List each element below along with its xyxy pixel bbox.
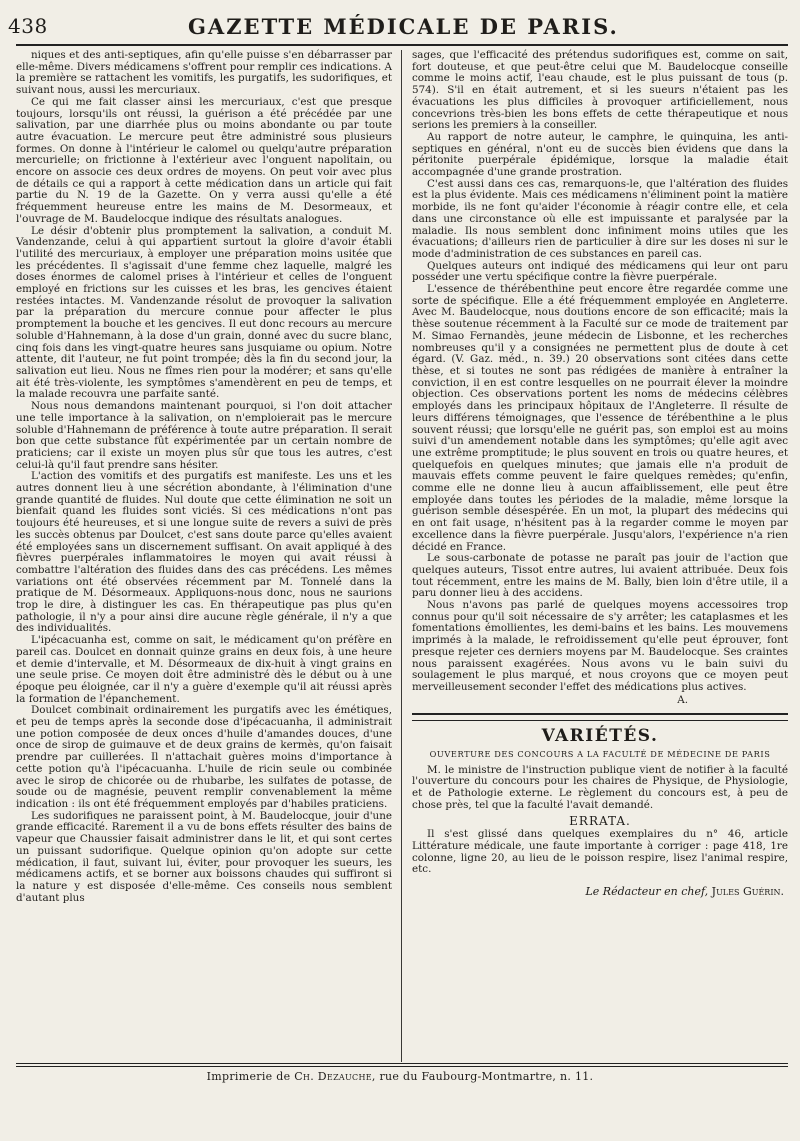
paragraph: Les sudorifiques ne paraissent point, à M. Baudelocque, jouir d'une grande efficacité. Rarement il a vu de bons effets résulter des bains de vapeur que Chaussier faisait administrer dans le lit, et qui sont certes un puissant sudorifique. Quelque opinion qu'on adopte sur cette médication, il faut, suivant lui, éviter, pour provoquer les sueurs, les médicamens actifs, et se borner aux boissons chaudes qui suffiront si la nature y est disposée d'elle-même. Ces conseils nous semblent d'autant plus bbox=[16, 809, 392, 904]
imprint-printer: Ch. Dezauche bbox=[294, 1070, 372, 1083]
paragraph: Ce qui me fait classer ainsi les mercuriaux, c'est que presque toujours, lorsqu'ils ont réussi, la guérison a été précédée par une salivation, par une diarrhée plus ou moins abondante ou par toute autre évacuation. Le mercure peut être administré sous plusieurs formes. On donne à l'intérieur le calomel ou quelqu'autre préparation mercurielle; on frictionne à l'extérieur avec l'onguent napolitain, ou encore on associe ces deux ordres de moyens. On peut voir avec plus de détails ce qui a rapport à cette médication dans un article qui fait partie du N. 19 de la Gazette. On y verra aussi qu'elle a été fréquemment heureuse entre les mains de M. Desormeaux, et l'ouvrage de M. Baudelocque indique des résultats analogues. bbox=[16, 95, 392, 225]
paragraph: C'est aussi dans ces cas, remarquons-le, que l'altération des fluides est la plus évidente. Mais ces médicamens n'éliminent point la matière morbide, ils ne font qu'aider l'économie à réagir contre elle, et cela dans une circonstance où elle est impuissante et paralysée par la maladie. Ils nous semblent donc infiniment moins utiles que les évacuations; d'ailleurs rien de particulier à dire sur les doses ni sur le mode d'administration de ces substances en pareil cas. bbox=[412, 177, 788, 260]
errata-title: ERRATA. bbox=[569, 813, 631, 828]
editor-signature bbox=[412, 886, 788, 898]
footer-rule-secondary bbox=[16, 1066, 788, 1067]
paragraph: Quelques auteurs ont indiqué des médicamens qui leur ont paru posséder une vertu spécifique contre la fièvre puerpérale. bbox=[412, 259, 788, 284]
paragraph: Doulcet combinait ordinairement les purgatifs avec les émétiques, et peu de temps après la seconde dose d'ipécacuanha, il administrait une potion composée de deux onces d'huile d'amandes douces, d'une once de sirop de guimauve et de deux grains de kermès, qu'on faisait prendre par cuillerées. Il n'attachait guères moins d'importance à cette potion qu'à l'ipécacuanha. L'huile de ricin seule ou combinée avec le sirop de chicorée ou de rhubarbe, les sulfates de potasse, de soude ou de magnésie, peuvent remplir convenablement la même indication : ils ont été fréquemment employés par d'habiles praticiens. bbox=[16, 704, 392, 810]
editor-name: Jules Guérin. bbox=[711, 885, 784, 899]
article-signature: A. bbox=[677, 693, 688, 706]
paragraph: L'essence de thérébenthine peut encore être regardée comme une sorte de spécifique. Elle a été fréquemment employée en Angleterre. Avec M. Baudelocque, nous doutions encore de son efficacité; mais la thèse soutenue récemment à la Faculté sur ce mode de traitement par M. Simao Fernandès, jeune médecin de Lisbonne, et les recherches nombreuses qu'il y a consignées ne permettent plus de doute à cet égard. (V. Gaz. méd., n. 39.) 20 observations sont citées dans cette thèse, et si toutes ne sont pas rédigées de manière à entraîner la conviction, il en est contre lesquelles on ne pourrait élever la moindre objection. Ces observations portent les noms de médecins célèbres employés dans les principaux hôpitaux de l'Angleterre. Il résulte de leurs différens témoignages, que l'essence de térébenthine a le plus souvent réussi; que lorsqu'elle ne guérit pas, son emploi est au moins suivi d'un amendement notable dans les symptômes; qu'elle agit avec une extrême promptitude; le plus souvent en trois ou quatre heures, et quelquefois en quelques minutes; que jamais elle n'a produit de mauvais effets comme peuvent le faire quelques remèdes; qu'enfin, comme elle ne donne lieu à aucun affaiblissement, elle peut être employée dans toutes les périodes de la maladie, même lorsque la guérison semble désespérée. En un mot, la plupart des médecins qui en ont fait usage, n'hésitent pas à la regarder comme le moyen par excellence dans la fièvre puerpérale. Jusqu'alors, l'expérience n'a rien décidé en France. bbox=[412, 283, 788, 553]
paragraph: L'action des vomitifs et des purgatifs est manifeste. Les uns et les autres donnent lieu à une sécrétion abondante, à l'élimination d'une grande quantité de fluides. Nul doute que cette élimination ne soit un bienfait quand les fluides sont viciés. Si ces médications n'ont pas toujours été heureuses, et si une longue suite de revers a suivi de près les succès obtenus par Doulcet, c'est sans doute parce qu'elles avaient été employées sans un discernement suffisant. On avait appliqué à des fièvres puerpérales inflammatoires le moyen qui avait réussi à combattre l'altération des fluides dans des cas précédens. Les mêmes variations ont été observées récemment par M. Tonnelé dans la pratique de M. Désormeaux. Appliquons-nous donc, nous ne saurions trop le dire, à distinguer les cas. En thérapeutique pas plus qu'en pathologie, il n'y a pour ainsi dire aucune règle générale, il n'y a que des individualités. bbox=[16, 470, 392, 635]
imprint-address: , rue du Faubourg-Montmartre, n. 11. bbox=[371, 1070, 594, 1083]
page-number: 438 bbox=[8, 14, 48, 38]
paragraph: Nous n'avons pas parlé de quelques moyens accessoires trop connus pour qu'il soit nécessaire de s'y arrêter; les cataplasmes et les fomentations émollientes, les demi-bains et les bains. Les mouvemens imprimés à la malade, le refroidissement qu'elle peut éprouver, font presque rejeter ces derniers moyens par M. Baudelocque. Ses craintes nous paraissent exagérées. Nous avons vu le bain suivi du soulagement le plus marqué, et nous croyons que ce moyen peut merveilleusement seconder l'effet des médications plus actives. bbox=[412, 599, 788, 693]
right-column bbox=[412, 50, 788, 1060]
page-header bbox=[0, 0, 800, 44]
paragraph: sages, que l'efficacité des prétendus sudorifiques est, comme on sait, fort douteuse, et que peut-être celui que M. Baudelocque conseille comme le moins actif, l'eau chaude, est le plus puissant de tous (p. 574). S'il en était autrement, et si les sueurs n'étaient pas les évacuations les plus difficiles à provoquer artificiellement, nous concevrions très-bien les bons effets de cette thérapeutique et nous serions les premiers à la conseiller. bbox=[412, 49, 788, 132]
paragraph: Le désir d'obtenir plus promptement la salivation, a conduit M. Vandenzande, celui à qui appartient surtout la gloire d'avoir établi l'utilité des mercuriaux, à employer une préparation moins usitée que les précédentes. Il s'agissait d'une femme chez laquelle, malgré les doses énormes de calomel prises à l'intérieur et celles de l'onguent employé en frictions sur les cuisses et les bras, les gencives étaient restées intactes. M. Vandenzande résolut de provoquer la salivation par la préparation du mercure connue pour affecter le plus promptement la bouche et les gencives. Il eut donc recours au mercure soluble d'Hahnemann, à la dose d'un grain, donné avec du sucre blanc, cinq fois dans les vingt-quatre heures sans jusquiame ou opium. Notre attente, dit l'auteur, ne fut point trompée; dès la fin du second jour, la salivation eut lieu. Nous ne fîmes rien pour la modérer; et sans qu'elle ait été très-violente, les symptômes s'amendèrent en peu de temps, et la malade recouvra une parfaite santé. bbox=[16, 224, 392, 401]
paragraph: Le sous-carbonate de potasse ne paraît pas jouir de l'action que quelques auteurs, Tissot entre autres, lui avaient attribuée. Deux fois tout récemment, entre les mains de M. Bally, bien loin d'être utile, il a paru donner lieu à des accidens. bbox=[412, 552, 788, 600]
imprint-line bbox=[0, 1070, 800, 1083]
varietes-text: M. le ministre de l'instruction publique vient de notifier à la faculté l'ouverture du concours pour les chaires de Physique, de Physiologie, et de Pathologie externe. Le règlement du concours est, à peu de chose près, tel que la faculté l'avait demandé. bbox=[412, 763, 788, 811]
imprint-prefix: Imprimerie de bbox=[206, 1070, 291, 1083]
paragraph: L'ipécacuanha est, comme on sait, le médicament qu'on préfère en pareil cas. Doulcet en donnait quinze grains en deux fois, à une heure et demie d'intervalle, et M. Désormeaux de dix-huit à vingt grains en une seule prise. Ce moyen doit être administré dès le début ou à une époque peu éloignée, car il n'y a guère d'exemple qu'il ait réussi après la formation de l'épanchement. bbox=[16, 634, 392, 705]
header-rule bbox=[16, 44, 788, 46]
errata-text: Il s'est glissé dans quelques exemplaires du n° 46, article Littérature médicale, une faute importante à corriger : page 418, 1re colonne, ligne 20, au lieu de le poisson respire, lisez l'animal respire, etc. bbox=[412, 828, 788, 876]
column-divider bbox=[401, 50, 402, 1062]
running-title: GAZETTE MÉDICALE DE PARIS. bbox=[188, 14, 619, 39]
editor-role: Le Rédacteur en chef, bbox=[585, 885, 709, 899]
paragraph: niques et des anti-septiques, afin qu'elle puisse s'en débarrasser par elle-même. Divers médicamens s'offrent pour remplir ces indications. A la première se rattachent les vomitifs, les purgatifs, les sudorifiques, et suivant nous, aussi les mercuriaux. bbox=[16, 49, 392, 97]
paragraph: Nous nous demandons maintenant pourquoi, si l'on doit attacher une telle importance à la salivation, on n'emploierait pas le mercure soluble d'Hahnemann de préférence à toute autre préparation. Il serait bon que cette substance fût expérimentée par un certain nombre de praticiens; car il existe un moyen plus sûr que tous les autres, c'est celui-là qu'il faut prendre sans hésiter. bbox=[16, 400, 392, 471]
varietes-title: VARIÉTÉS. bbox=[541, 726, 659, 747]
section-rule bbox=[412, 713, 788, 721]
left-column bbox=[16, 50, 392, 1055]
paragraph: Au rapport de notre auteur, le camphre, le quinquina, les anti-septiques en général, n'ont eu de succès bien évidens que dans la péritonite puerpérale épidémique, lorsque la maladie était accompagnée d'une grande prostration. bbox=[412, 130, 788, 179]
varietes-subtitle: OUVERTURE DES CONCOURS A LA FACULTÉ DE MÉDECINE DE PARIS bbox=[429, 749, 771, 760]
footer-rule bbox=[16, 1063, 788, 1064]
